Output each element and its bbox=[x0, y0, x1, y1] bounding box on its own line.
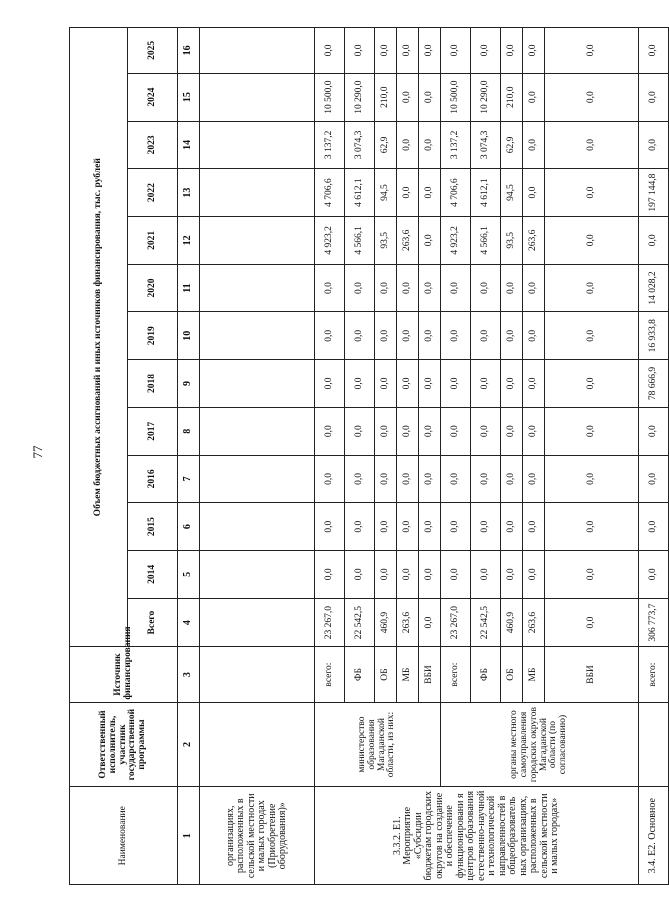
header-year: 2023 bbox=[128, 121, 178, 169]
value-cell: 0,0 bbox=[471, 264, 501, 312]
header-year: 2025 bbox=[128, 28, 178, 74]
value-cell: 94,5 bbox=[501, 169, 523, 217]
value-cell: 0,0 bbox=[545, 121, 639, 169]
value-cell: 0,0 bbox=[523, 551, 545, 599]
value-cell: 0,0 bbox=[397, 169, 419, 217]
blank-cell bbox=[200, 360, 315, 408]
source-cell: МБ bbox=[397, 647, 419, 702]
value-cell: 263,6 bbox=[397, 598, 419, 647]
value-cell: 10 500,0 bbox=[315, 73, 345, 121]
value-cell: 4 706,6 bbox=[315, 169, 345, 217]
value-cell: 4 612,1 bbox=[345, 169, 375, 217]
header-year: 2024 bbox=[128, 73, 178, 121]
value-cell: 0,0 bbox=[545, 360, 639, 408]
value-cell: 0,0 bbox=[419, 28, 441, 74]
value-cell: 78 666,9 bbox=[639, 360, 669, 408]
header-year: 2014 bbox=[128, 551, 178, 599]
value-cell: 0,0 bbox=[419, 216, 441, 264]
source-cell: МБ bbox=[523, 647, 545, 702]
value-cell: 197 144,8 bbox=[639, 169, 669, 217]
source-cell: ФБ bbox=[471, 647, 501, 702]
value-cell: 0,0 bbox=[471, 455, 501, 503]
value-cell: 0,0 bbox=[545, 264, 639, 312]
value-cell: 0,0 bbox=[545, 503, 639, 551]
value-cell: 0,0 bbox=[471, 551, 501, 599]
value-cell: 306 773,7 bbox=[639, 598, 669, 647]
value-cell: 263,6 bbox=[397, 216, 419, 264]
blank-cell bbox=[639, 702, 669, 787]
column-number: 5 bbox=[178, 551, 200, 599]
value-cell: 0,0 bbox=[501, 503, 523, 551]
page-number: 77 bbox=[30, 445, 45, 459]
header-year: 2020 bbox=[128, 264, 178, 312]
value-cell: 0,0 bbox=[501, 28, 523, 74]
value-cell: 3 074,3 bbox=[471, 121, 501, 169]
column-number: 4 bbox=[178, 598, 200, 647]
header-year: 2021 bbox=[128, 216, 178, 264]
value-cell: 14 028,2 bbox=[639, 264, 669, 312]
value-cell: 23 267,0 bbox=[441, 598, 471, 647]
value-cell: 0,0 bbox=[345, 264, 375, 312]
value-cell: 0,0 bbox=[419, 360, 441, 408]
value-cell: 0,0 bbox=[441, 503, 471, 551]
blank-cell bbox=[200, 28, 315, 74]
value-cell: 263,6 bbox=[523, 216, 545, 264]
value-cell: 0,0 bbox=[501, 312, 523, 360]
blank-cell bbox=[200, 121, 315, 169]
value-cell: 0,0 bbox=[315, 360, 345, 408]
header-year: 2019 bbox=[128, 312, 178, 360]
value-cell: 210,0 bbox=[501, 73, 523, 121]
value-cell: 0,0 bbox=[345, 312, 375, 360]
value-cell: 0,0 bbox=[639, 216, 669, 264]
value-cell: 93,5 bbox=[375, 216, 397, 264]
value-cell: 4 706,6 bbox=[441, 169, 471, 217]
column-number: 16 bbox=[178, 28, 200, 74]
value-cell: 94,5 bbox=[375, 169, 397, 217]
value-cell: 3 137,2 bbox=[441, 121, 471, 169]
value-cell: 0,0 bbox=[441, 360, 471, 408]
value-cell: 0,0 bbox=[397, 551, 419, 599]
value-cell: 460,9 bbox=[375, 598, 397, 647]
value-cell: 0,0 bbox=[345, 360, 375, 408]
value-cell: 0,0 bbox=[419, 73, 441, 121]
value-cell: 4 923,2 bbox=[441, 216, 471, 264]
value-cell: 0,0 bbox=[545, 216, 639, 264]
value-cell: 16 933,8 bbox=[639, 312, 669, 360]
value-cell: 0,0 bbox=[397, 121, 419, 169]
value-cell: 0,0 bbox=[441, 264, 471, 312]
blank-cell bbox=[200, 73, 315, 121]
header-total: Всего bbox=[128, 598, 178, 647]
value-cell: 0,0 bbox=[315, 503, 345, 551]
value-cell: 0,0 bbox=[375, 312, 397, 360]
value-cell: 3 137,2 bbox=[315, 121, 345, 169]
value-cell: 0,0 bbox=[397, 312, 419, 360]
column-number: 9 bbox=[178, 360, 200, 408]
value-cell: 0,0 bbox=[523, 407, 545, 455]
column-number: 14 bbox=[178, 121, 200, 169]
value-cell: 62,9 bbox=[375, 121, 397, 169]
value-cell: 0,0 bbox=[545, 551, 639, 599]
value-cell: 0,0 bbox=[523, 121, 545, 169]
event-e2-cell: 3.4. Е2. Основное bbox=[639, 787, 669, 885]
blank-cell bbox=[200, 598, 315, 647]
value-cell: 0,0 bbox=[523, 73, 545, 121]
blank-cell bbox=[200, 551, 315, 599]
value-cell: 0,0 bbox=[375, 503, 397, 551]
blank-cell bbox=[200, 264, 315, 312]
value-cell: 0,0 bbox=[545, 407, 639, 455]
value-cell: 0,0 bbox=[639, 121, 669, 169]
value-cell: 0,0 bbox=[639, 551, 669, 599]
value-cell: 4 612,1 bbox=[471, 169, 501, 217]
value-cell: 0,0 bbox=[639, 73, 669, 121]
column-number: 3 bbox=[178, 647, 200, 702]
value-cell: 0,0 bbox=[419, 455, 441, 503]
blank-cell bbox=[200, 647, 315, 702]
column-number: 13 bbox=[178, 169, 200, 217]
value-cell: 4 566,1 bbox=[471, 216, 501, 264]
value-cell: 460,9 bbox=[501, 598, 523, 647]
header-year: 2015 bbox=[128, 503, 178, 551]
value-cell: 0,0 bbox=[315, 455, 345, 503]
value-cell: 0,0 bbox=[523, 264, 545, 312]
source-cell: ОБ bbox=[501, 647, 523, 702]
value-cell: 0,0 bbox=[419, 121, 441, 169]
column-number: 1 bbox=[178, 787, 200, 885]
value-cell: 0,0 bbox=[315, 407, 345, 455]
source-cell: всего: bbox=[639, 647, 669, 702]
source-cell: ОБ bbox=[375, 647, 397, 702]
value-cell: 0,0 bbox=[523, 169, 545, 217]
blank-cell bbox=[200, 503, 315, 551]
value-cell: 0,0 bbox=[315, 551, 345, 599]
value-cell: 0,0 bbox=[441, 28, 471, 74]
value-cell: 0,0 bbox=[523, 503, 545, 551]
value-cell: 0,0 bbox=[471, 28, 501, 74]
value-cell: 0,0 bbox=[345, 503, 375, 551]
value-cell: 0,0 bbox=[419, 598, 441, 647]
value-cell: 0,0 bbox=[523, 360, 545, 408]
value-cell: 0,0 bbox=[397, 28, 419, 74]
blank-cell bbox=[200, 312, 315, 360]
value-cell: 0,0 bbox=[397, 455, 419, 503]
value-cell: 0,0 bbox=[471, 312, 501, 360]
value-cell: 0,0 bbox=[375, 551, 397, 599]
source-cell: ФБ bbox=[345, 647, 375, 702]
value-cell: 0,0 bbox=[501, 407, 523, 455]
value-cell: 0,0 bbox=[545, 73, 639, 121]
value-cell: 0,0 bbox=[639, 503, 669, 551]
header-year: 2018 bbox=[128, 360, 178, 408]
value-cell: 0,0 bbox=[441, 455, 471, 503]
column-number: 6 bbox=[178, 503, 200, 551]
header-source: Источник финансирования bbox=[70, 647, 178, 702]
value-cell: 0,0 bbox=[375, 407, 397, 455]
source-cell: ВБИ bbox=[545, 647, 639, 702]
value-cell: 4 923,2 bbox=[315, 216, 345, 264]
value-cell: 0,0 bbox=[639, 407, 669, 455]
value-cell: 0,0 bbox=[419, 264, 441, 312]
value-cell: 22 542,5 bbox=[471, 598, 501, 647]
value-cell: 0,0 bbox=[345, 28, 375, 74]
executor-local-gov-cell: органы местного самоуправления городских округов Магаданской области (по согласованию) bbox=[441, 702, 639, 787]
column-number: 2 bbox=[178, 702, 200, 787]
header-volume: Объем бюджетных ассигнований и иных источников финансирования, тыс. рублей bbox=[70, 28, 128, 647]
value-cell: 10 290,0 bbox=[345, 73, 375, 121]
value-cell: 0,0 bbox=[441, 407, 471, 455]
value-cell: 0,0 bbox=[639, 455, 669, 503]
header-executor: Ответственный исполнитель, участник государственной программы bbox=[70, 702, 178, 787]
value-cell: 3 074,3 bbox=[345, 121, 375, 169]
value-cell: 0,0 bbox=[397, 503, 419, 551]
source-cell: всего: bbox=[315, 647, 345, 702]
value-cell: 10 500,0 bbox=[441, 73, 471, 121]
header-year: 2017 bbox=[128, 407, 178, 455]
value-cell: 0,0 bbox=[419, 312, 441, 360]
value-cell: 0,0 bbox=[375, 360, 397, 408]
blank-cell bbox=[200, 407, 315, 455]
column-number: 15 bbox=[178, 73, 200, 121]
value-cell: 0,0 bbox=[315, 312, 345, 360]
value-cell: 0,0 bbox=[345, 551, 375, 599]
value-cell: 0,0 bbox=[545, 455, 639, 503]
value-cell: 0,0 bbox=[419, 503, 441, 551]
value-cell: 0,0 bbox=[397, 360, 419, 408]
blank-cell bbox=[200, 169, 315, 217]
value-cell: 0,0 bbox=[345, 455, 375, 503]
value-cell: 0,0 bbox=[419, 407, 441, 455]
value-cell: 0,0 bbox=[315, 264, 345, 312]
value-cell: 0,0 bbox=[375, 264, 397, 312]
value-cell: 0,0 bbox=[545, 28, 639, 74]
source-cell: ВБИ bbox=[419, 647, 441, 702]
value-cell: 0,0 bbox=[375, 28, 397, 74]
value-cell: 0,0 bbox=[441, 312, 471, 360]
value-cell: 0,0 bbox=[419, 169, 441, 217]
value-cell: 0,0 bbox=[501, 455, 523, 503]
value-cell: 0,0 bbox=[375, 455, 397, 503]
value-cell: 0,0 bbox=[397, 264, 419, 312]
value-cell: 0,0 bbox=[471, 407, 501, 455]
value-cell: 62,9 bbox=[501, 121, 523, 169]
value-cell: 0,0 bbox=[545, 169, 639, 217]
column-number: 7 bbox=[178, 455, 200, 503]
event-e1-cell: 3.3.2. Е1. Мероприятие «Субсидии бюджетам городских округов на создание и обеспечение функционировани я центров образования естественно-научной и технологической направленностей в общеобразователь ных организациях, расположенных в сельской местности и малых городах» bbox=[315, 787, 639, 885]
executor-ministry-cell: министерство образования Магаданской области, из них: bbox=[315, 702, 441, 787]
blank-cell bbox=[200, 455, 315, 503]
table-row bbox=[315, 28, 345, 885]
source-cell: всего: bbox=[441, 647, 471, 702]
column-number: 10 bbox=[178, 312, 200, 360]
table-row bbox=[441, 28, 471, 885]
value-cell: 4 566,1 bbox=[345, 216, 375, 264]
value-cell: 0,0 bbox=[501, 551, 523, 599]
rotated-finance-table bbox=[69, 27, 659, 885]
header-year: 2022 bbox=[128, 169, 178, 217]
column-number: 8 bbox=[178, 407, 200, 455]
value-cell: 0,0 bbox=[471, 503, 501, 551]
value-cell: 0,0 bbox=[545, 312, 639, 360]
value-cell: 0,0 bbox=[345, 407, 375, 455]
value-cell: 263,6 bbox=[523, 598, 545, 647]
value-cell: 0,0 bbox=[397, 73, 419, 121]
finance-table bbox=[69, 27, 669, 885]
value-cell: 23 267,0 bbox=[315, 598, 345, 647]
value-cell: 0,0 bbox=[441, 551, 471, 599]
column-number: 11 bbox=[178, 264, 200, 312]
value-cell: 0,0 bbox=[315, 28, 345, 74]
value-cell: 10 290,0 bbox=[471, 73, 501, 121]
value-cell: 0,0 bbox=[545, 598, 639, 647]
value-cell: 0,0 bbox=[523, 28, 545, 74]
value-cell: 93,5 bbox=[501, 216, 523, 264]
value-cell: 0,0 bbox=[523, 455, 545, 503]
blank-cell bbox=[200, 216, 315, 264]
value-cell: 22 542,5 bbox=[345, 598, 375, 647]
value-cell: 0,0 bbox=[523, 312, 545, 360]
value-cell: 0,0 bbox=[639, 28, 669, 74]
header-name: Наименование bbox=[70, 787, 178, 885]
value-cell: 0,0 bbox=[419, 551, 441, 599]
header-year: 2016 bbox=[128, 455, 178, 503]
column-number: 12 bbox=[178, 216, 200, 264]
value-cell: 0,0 bbox=[501, 360, 523, 408]
value-cell: 0,0 bbox=[501, 264, 523, 312]
table-row bbox=[639, 28, 669, 885]
value-cell: 210,0 bbox=[375, 73, 397, 121]
value-cell: 0,0 bbox=[471, 360, 501, 408]
value-cell: 0,0 bbox=[397, 407, 419, 455]
name-continuation-cell: организациях, расположенных в сельской местности и малых городах (Приобретение оборудования)» bbox=[200, 787, 315, 885]
blank-cell bbox=[200, 702, 315, 787]
